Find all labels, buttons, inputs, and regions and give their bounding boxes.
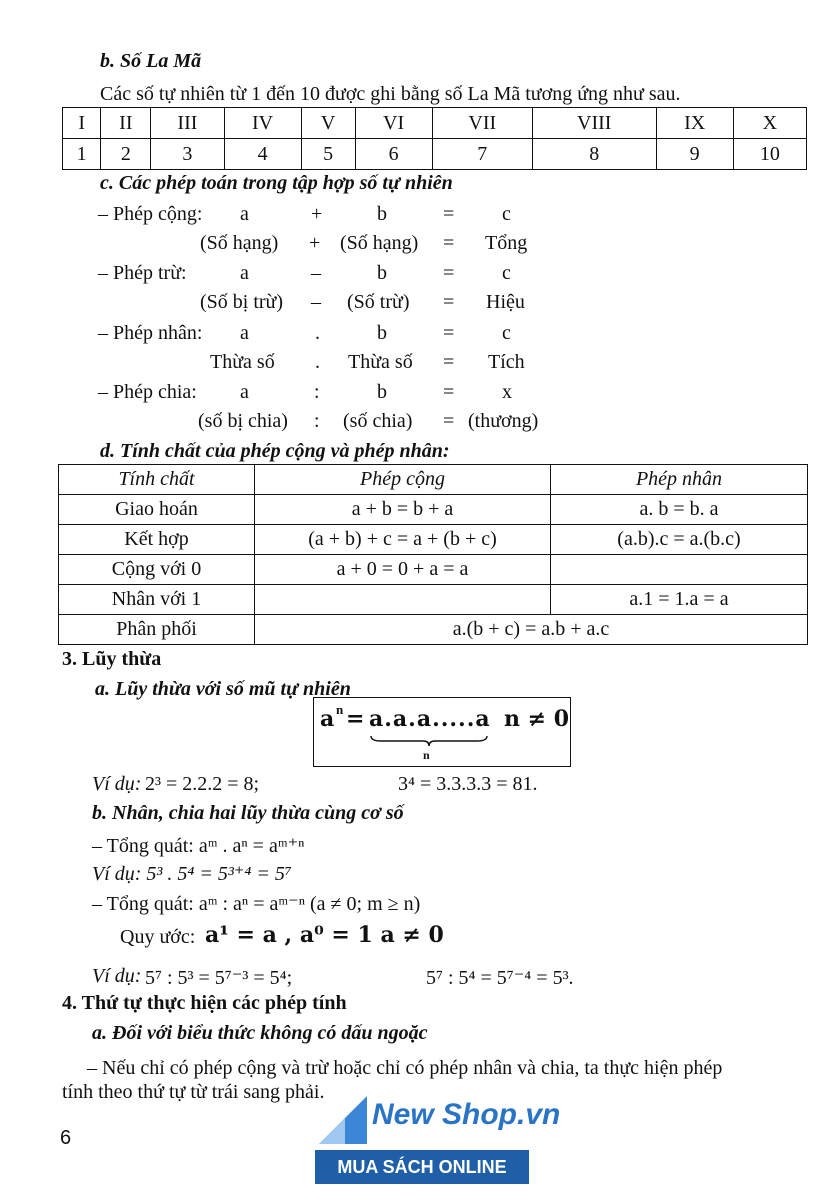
op-result: Tổng [485, 232, 528, 254]
op-result: x [502, 381, 512, 403]
roman-cell: IV [224, 108, 301, 139]
op-equals: = [443, 410, 455, 432]
example3-left: 5⁷ : 5³ = 5⁷⁻³ = 5⁴; [145, 967, 293, 989]
addition-formula [255, 585, 551, 615]
op-operand-a: (số bị chia) [198, 410, 288, 432]
arabic-cell: 3 [151, 139, 224, 170]
roman-cell: I [63, 108, 101, 139]
section-3b-heading: b. Nhân, chia hai lũy thừa cùng cơ số [92, 802, 404, 824]
arabic-cell: 6 [355, 139, 432, 170]
roman-cell: X [733, 108, 806, 139]
section-4-heading: 4. Thứ tự thực hiện các phép tính [62, 992, 347, 1014]
general-divide: – Tổng quát: aᵐ : aⁿ = aᵐ⁻ⁿ (a ≠ 0; m ≥ n) [92, 893, 421, 915]
general-multiply: – Tổng quát: aᵐ . aⁿ = aᵐ⁺ⁿ [92, 835, 305, 857]
newshop-logo-icon [315, 1092, 371, 1148]
table-row [59, 555, 808, 585]
convention-formula: a¹ = a , a⁰ = 1 a ≠ 0 [205, 922, 444, 948]
page-number: 6 [60, 1127, 72, 1149]
op-sign: + [311, 203, 323, 225]
op-result: (thương) [468, 410, 539, 432]
property-name: Nhân với 1 [59, 585, 255, 615]
arabic-cell: 5 [301, 139, 355, 170]
roman-cell: III [151, 108, 224, 139]
op-equals: = [443, 291, 455, 313]
op-sign: – [311, 291, 321, 313]
op-operand-b: b [377, 381, 387, 403]
op-result: Tích [488, 351, 525, 373]
table-row [59, 495, 808, 525]
multiplication-formula: (a.b).c = a.(b.c) [551, 525, 808, 555]
op-result: c [502, 322, 511, 344]
power-lhs-base: a [320, 706, 335, 732]
op-label: – Phép trừ: [98, 262, 187, 284]
section-b-intro: Các số tự nhiên từ 1 đến 10 được ghi bằng số La Mã tương ứng như sau. [100, 83, 681, 105]
op-operand-a: (Số hạng) [200, 232, 279, 254]
section-4a-heading: a. Đối với biểu thức không có dấu ngoặc [92, 1022, 428, 1044]
newshop-logo-text: New Shop.vn [372, 1098, 561, 1131]
op-sign: . [315, 322, 320, 344]
op-equals: = [443, 203, 455, 225]
table-header-row [59, 465, 808, 495]
property-name: Phân phối [59, 615, 255, 645]
op-result: Hiệu [486, 291, 525, 313]
op-equals: = [443, 322, 455, 344]
convention-label: Quy ước: [120, 926, 196, 948]
arabic-row [63, 139, 807, 170]
section-4-paragraph-line1: – Nếu chỉ có phép cộng và trừ hoặc chỉ có phép nhân và chia, ta thực hiện phép [87, 1057, 723, 1079]
arabic-cell: 2 [101, 139, 151, 170]
power-rhs-product: a.a.a.....a [369, 706, 491, 732]
addition-formula: (a + b) + c = a + (b + c) [255, 525, 551, 555]
power-lhs-exponent: n [336, 702, 344, 717]
arabic-cell: 10 [733, 139, 806, 170]
section-3-heading: 3. Lũy thừa [62, 648, 162, 670]
op-sign: : [314, 381, 320, 403]
power-underbrace-count: n [423, 748, 430, 762]
op-operand-a: a [240, 203, 249, 225]
header-property: Tính chất [59, 465, 255, 495]
section-d-heading: d. Tính chất của phép cộng và phép nhân: [100, 440, 450, 462]
op-label: – Phép nhân: [98, 322, 203, 344]
op-operand-a: Thừa số [210, 351, 275, 373]
example3-right: 5⁷ : 5⁴ = 5⁷⁻⁴ = 5³. [426, 967, 574, 989]
op-sign: – [311, 262, 321, 284]
example-label: Ví dụ: [92, 965, 142, 987]
roman-numeral-table [62, 107, 807, 170]
table-row [59, 525, 808, 555]
op-operand-b: b [377, 262, 387, 284]
example-label: Ví dụ: [92, 773, 142, 795]
op-label: – Phép cộng: [98, 203, 203, 225]
roman-cell: VII [432, 108, 532, 139]
section-c-heading: c. Các phép toán trong tập hợp số tự nhiên [100, 172, 453, 194]
newshop-banner: MUA SÁCH ONLINE [315, 1150, 529, 1184]
op-equals: = [443, 232, 455, 254]
section-4-paragraph-line2: tính theo thứ tự từ trái sang phải. [62, 1081, 325, 1103]
distributive-formula: a.(b + c) = a.b + a.c [255, 615, 808, 645]
table-row [59, 585, 808, 615]
op-operand-a: a [240, 381, 249, 403]
op-equals: = [443, 351, 455, 373]
multiplication-formula: a. b = b. a [551, 495, 808, 525]
arabic-cell: 1 [63, 139, 101, 170]
op-result: c [502, 203, 511, 225]
op-result: c [502, 262, 511, 284]
op-operand-b: Thừa số [348, 351, 413, 373]
properties-table [58, 464, 808, 645]
example1-right: 3⁴ = 3.3.3.3 = 81. [398, 773, 538, 795]
example1-left: 2³ = 2.2.2 = 8; [145, 773, 260, 795]
header-multiplication: Phép nhân [551, 465, 808, 495]
op-operand-a: a [240, 262, 249, 284]
roman-cell: VIII [532, 108, 656, 139]
roman-cell: II [101, 108, 151, 139]
op-equals: = [443, 262, 455, 284]
addition-formula: a + 0 = 0 + a = a [255, 555, 551, 585]
header-addition: Phép cộng [255, 465, 551, 495]
roman-cell: V [301, 108, 355, 139]
op-operand-b: (số chia) [343, 410, 413, 432]
op-sign: + [309, 232, 321, 254]
property-name: Giao hoán [59, 495, 255, 525]
section-b-heading: b. Số La Mã [100, 50, 202, 72]
multiplication-formula [551, 555, 808, 585]
roman-cell: IX [656, 108, 733, 139]
roman-row [63, 108, 807, 139]
roman-cell: VI [355, 108, 432, 139]
underbrace-icon [369, 734, 489, 748]
multiplication-formula: a.1 = 1.a = a [551, 585, 808, 615]
arabic-cell: 9 [656, 139, 733, 170]
op-operand-b: (Số hạng) [340, 232, 419, 254]
power-condition: n ≠ 0 [504, 706, 570, 732]
op-operand-a: (Số bị trừ) [200, 291, 284, 313]
op-operand-b: b [377, 203, 387, 225]
arabic-cell: 4 [224, 139, 301, 170]
arabic-cell: 8 [532, 139, 656, 170]
section-3a-heading: a. Lũy thừa với số mũ tự nhiên [95, 678, 351, 700]
property-name: Kết hợp [59, 525, 255, 555]
addition-formula: a + b = b + a [255, 495, 551, 525]
power-definition-box: a n = a.a.a.....a n n ≠ 0 [313, 697, 571, 767]
op-sign: . [315, 351, 320, 373]
op-sign: : [314, 410, 320, 432]
op-operand-b: (Số trừ) [347, 291, 410, 313]
op-equals: = [443, 381, 455, 403]
op-operand-a: a [240, 322, 249, 344]
op-operand-b: b [377, 322, 387, 344]
property-name: Cộng với 0 [59, 555, 255, 585]
example2: Ví dụ: 5³ . 5⁴ = 5³⁺⁴ = 5⁷ [92, 863, 292, 885]
arabic-cell: 7 [432, 139, 532, 170]
op-label: – Phép chia: [98, 381, 197, 403]
table-row [59, 615, 808, 645]
